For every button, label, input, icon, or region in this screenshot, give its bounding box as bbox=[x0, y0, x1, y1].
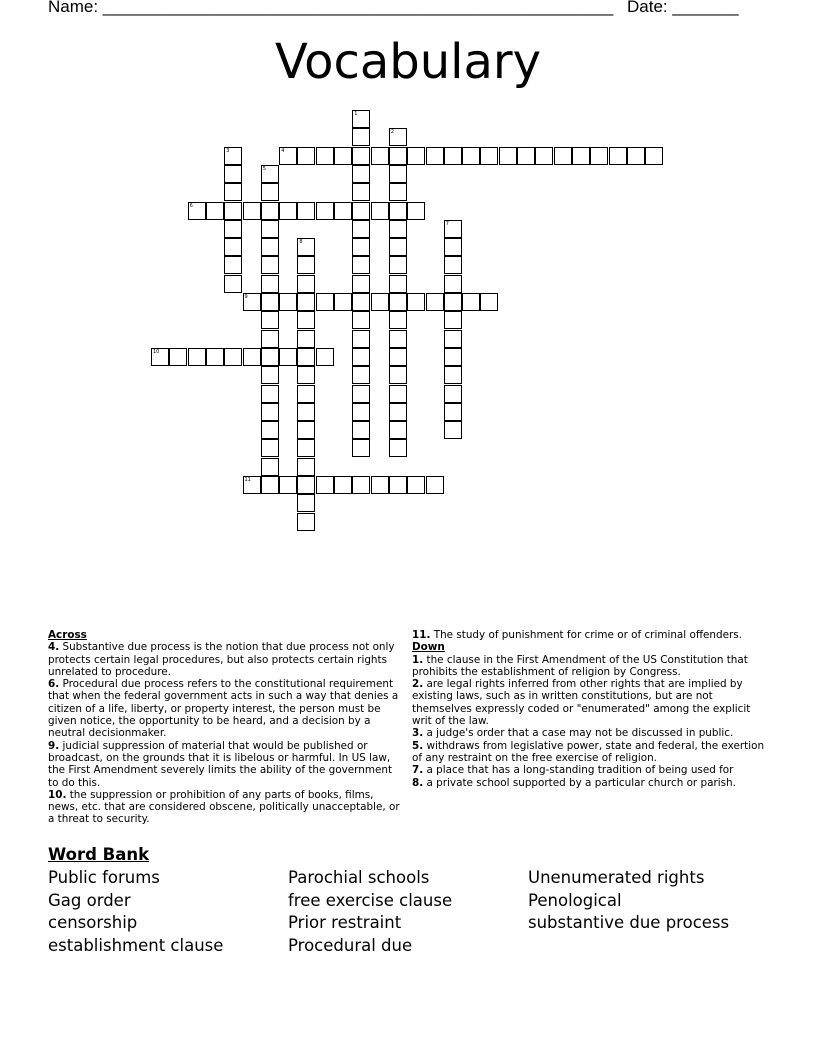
crossword-cell[interactable] bbox=[407, 476, 425, 494]
crossword-cell[interactable] bbox=[389, 128, 407, 146]
crossword-cell[interactable] bbox=[261, 293, 279, 311]
crossword-cell[interactable] bbox=[352, 183, 370, 201]
crossword-cell[interactable] bbox=[261, 385, 279, 403]
crossword-cell[interactable] bbox=[261, 165, 279, 183]
cell-number: 2 bbox=[390, 129, 395, 136]
crossword-cell[interactable] bbox=[261, 366, 279, 384]
crossword-cell[interactable] bbox=[517, 147, 535, 165]
crossword-cell[interactable] bbox=[352, 128, 370, 146]
crossword-cell[interactable] bbox=[352, 330, 370, 348]
crossword-cell[interactable] bbox=[407, 202, 425, 220]
crossword-cell[interactable] bbox=[389, 439, 407, 457]
crossword-cell[interactable] bbox=[297, 458, 315, 476]
crossword-cell[interactable] bbox=[316, 202, 334, 220]
cell-number: 9 bbox=[244, 294, 248, 300]
crossword-cell[interactable] bbox=[389, 421, 407, 439]
crossword-cell[interactable] bbox=[261, 183, 279, 201]
crossword-cell[interactable] bbox=[224, 147, 242, 165]
crossword-cell[interactable] bbox=[352, 256, 370, 274]
clue-text: a private school supported by a particular church or parish. bbox=[426, 776, 736, 789]
clue-number: 11. bbox=[412, 629, 431, 641]
cell-number: 3 bbox=[226, 147, 230, 154]
crossword-cell[interactable] bbox=[279, 202, 297, 220]
clue-across-4 bbox=[48, 641, 400, 678]
clue-number: 1. bbox=[412, 653, 424, 666]
crossword-cell[interactable] bbox=[352, 165, 370, 183]
date-field-label: Date: _______ bbox=[627, 0, 739, 16]
crossword-cell[interactable] bbox=[389, 183, 407, 201]
crossword-cell[interactable] bbox=[297, 293, 315, 311]
crossword-cell[interactable] bbox=[444, 385, 462, 403]
clue-across-10 bbox=[48, 789, 400, 826]
crossword-cell[interactable] bbox=[352, 110, 370, 128]
clue-number: 6. bbox=[48, 678, 60, 691]
crossword-cell[interactable] bbox=[297, 311, 315, 329]
crossword-cell[interactable] bbox=[334, 202, 352, 220]
crossword-cell[interactable] bbox=[371, 476, 389, 494]
word-bank-item: establishment clause bbox=[48, 936, 224, 956]
crossword-cell[interactable] bbox=[444, 238, 462, 256]
crossword-cell[interactable] bbox=[444, 275, 462, 293]
crossword-cell[interactable] bbox=[224, 256, 242, 274]
down-heading: Down bbox=[412, 641, 445, 654]
word-bank-item: Prior restraint bbox=[288, 913, 402, 933]
crossword-cell[interactable] bbox=[352, 476, 370, 494]
crossword-cell[interactable] bbox=[389, 147, 407, 165]
word-bank-item: Procedural due bbox=[288, 936, 413, 956]
name-field-label: Name: ______________________________________________________ bbox=[48, 0, 614, 16]
crossword-cell[interactable] bbox=[297, 275, 315, 293]
crossword-cell[interactable] bbox=[352, 202, 370, 220]
crossword-cell[interactable] bbox=[627, 147, 645, 165]
crossword-cell[interactable] bbox=[151, 348, 169, 366]
crossword-cell[interactable] bbox=[407, 147, 425, 165]
word-bank-item: censorship bbox=[48, 913, 138, 933]
crossword-cell[interactable] bbox=[224, 275, 242, 293]
clue-text: withdraws from legislative power, state and federal, the exertion of any restraint on the free exercise of religion. bbox=[412, 739, 765, 764]
crossword-cell[interactable] bbox=[462, 293, 480, 311]
crossword-cell[interactable] bbox=[243, 476, 261, 494]
clue-number: 3. bbox=[412, 727, 424, 740]
word-bank-column-2 bbox=[288, 867, 452, 958]
clue-across-9 bbox=[48, 740, 400, 789]
crossword-cell[interactable] bbox=[316, 476, 334, 494]
crossword-cell[interactable] bbox=[389, 403, 407, 421]
crossword-cell[interactable] bbox=[426, 476, 444, 494]
crossword-cell[interactable] bbox=[426, 147, 444, 165]
crossword-cell[interactable] bbox=[444, 403, 462, 421]
cell-number: 6 bbox=[189, 202, 193, 209]
crossword-cell[interactable] bbox=[261, 348, 279, 366]
crossword-cell[interactable] bbox=[297, 256, 315, 274]
clue-number: 5. bbox=[412, 739, 424, 752]
crossword-cell[interactable] bbox=[554, 147, 572, 165]
crossword-cell[interactable] bbox=[316, 147, 334, 165]
clue-text: The study of punishment for crime or of criminal offenders. bbox=[433, 629, 742, 641]
crossword-cell[interactable] bbox=[261, 439, 279, 457]
crossword-cell[interactable] bbox=[444, 311, 462, 329]
crossword-cell[interactable] bbox=[535, 147, 553, 165]
crossword-cell[interactable] bbox=[499, 147, 517, 165]
crossword-cell[interactable] bbox=[389, 330, 407, 348]
crossword-cell[interactable] bbox=[261, 311, 279, 329]
word-bank-item: Public forums bbox=[48, 868, 160, 887]
crossword-cell[interactable] bbox=[206, 348, 224, 366]
clue-text: a place that has a long-standing tradition of being used for bbox=[426, 764, 734, 777]
crossword-cell[interactable] bbox=[389, 366, 407, 384]
word-bank-item: substantive due process bbox=[528, 913, 730, 933]
crossword-cell[interactable] bbox=[389, 293, 407, 311]
crossword-cell[interactable] bbox=[297, 348, 315, 366]
crossword-cell[interactable] bbox=[224, 238, 242, 256]
crossword-cell[interactable] bbox=[444, 256, 462, 274]
clues-right-column bbox=[412, 629, 768, 789]
word-bank-item: Parochial schools bbox=[288, 868, 430, 887]
crossword-cell[interactable] bbox=[334, 293, 352, 311]
cell-number: 5 bbox=[262, 165, 266, 172]
word-bank-column-3 bbox=[528, 867, 729, 935]
crossword-cell[interactable] bbox=[389, 348, 407, 366]
word-bank-column-1 bbox=[48, 867, 223, 958]
crossword-cell[interactable] bbox=[426, 293, 444, 311]
crossword-cell[interactable] bbox=[444, 330, 462, 348]
crossword-cell[interactable] bbox=[352, 293, 370, 311]
crossword-cell[interactable] bbox=[297, 147, 315, 165]
clue-number: 8. bbox=[412, 776, 424, 789]
crossword-cell[interactable] bbox=[224, 348, 242, 366]
crossword-cell[interactable] bbox=[444, 421, 462, 439]
crossword-cell[interactable] bbox=[297, 494, 315, 512]
crossword-cell[interactable] bbox=[352, 220, 370, 238]
crossword-cell[interactable] bbox=[243, 293, 261, 311]
crossword-cell[interactable] bbox=[480, 293, 498, 311]
clue-down-2 bbox=[412, 678, 768, 727]
crossword-cell[interactable] bbox=[352, 385, 370, 403]
page-title: Vocabulary bbox=[274, 34, 542, 90]
crossword-cell[interactable] bbox=[480, 147, 498, 165]
word-bank-item: Gag order bbox=[48, 890, 131, 910]
crossword-cell[interactable] bbox=[609, 147, 627, 165]
crossword-cell[interactable] bbox=[279, 348, 297, 366]
clue-text: Substantive due process is the notion that due process not only protects certain legal procedures, but also protects certain rights unrelated to procedure. bbox=[48, 641, 395, 678]
crossword-cell[interactable] bbox=[261, 421, 279, 439]
crossword-cell[interactable] bbox=[462, 147, 480, 165]
word-bank-item: Penological bbox=[528, 890, 622, 910]
crossword-cell[interactable] bbox=[334, 476, 352, 494]
cell-number: 10 bbox=[153, 348, 160, 355]
clues-left-column bbox=[48, 629, 400, 826]
clue-across-11 bbox=[412, 629, 768, 641]
crossword-cell[interactable] bbox=[261, 458, 279, 476]
crossword-cell[interactable] bbox=[297, 202, 315, 220]
crossword-cell[interactable] bbox=[590, 147, 608, 165]
clue-text: the suppression or prohibition of any parts of books, films, news, etc. that are considered obscene, politically unacceptable, or a threat to security. bbox=[48, 788, 400, 826]
crossword-cell[interactable] bbox=[389, 385, 407, 403]
crossword-cell[interactable] bbox=[261, 238, 279, 256]
crossword-cell[interactable] bbox=[352, 311, 370, 329]
crossword-cell[interactable] bbox=[261, 403, 279, 421]
crossword-cell[interactable] bbox=[444, 348, 462, 366]
clue-down-7 bbox=[412, 764, 768, 776]
crossword-cell[interactable] bbox=[645, 147, 663, 165]
crossword-cell[interactable] bbox=[352, 147, 370, 165]
crossword-cell[interactable] bbox=[224, 183, 242, 201]
crossword-cell[interactable] bbox=[243, 348, 261, 366]
clue-text: a judge's order that a case may not be discussed in public. bbox=[426, 727, 734, 740]
crossword-cell[interactable] bbox=[352, 275, 370, 293]
crossword-cell[interactable] bbox=[389, 220, 407, 238]
word-bank-item: free exercise clause bbox=[288, 890, 453, 910]
crossword-cell[interactable] bbox=[444, 147, 462, 165]
cell-number: 1 bbox=[354, 111, 358, 117]
crossword-cell[interactable] bbox=[297, 330, 315, 348]
crossword-cell[interactable] bbox=[297, 238, 315, 256]
crossword-cell[interactable] bbox=[352, 366, 370, 384]
clue-number: 10. bbox=[48, 788, 67, 801]
crossword-cell[interactable] bbox=[279, 293, 297, 311]
clue-text: Procedural due process refers to the constitutional requirement that when the federal government acts in such a way that denies a citizen of a life, liberty, or property interest, the person must be given notice, the opportunity to be heard, and a decision by a neutral decisionmaker. bbox=[48, 678, 399, 740]
clue-down-8 bbox=[412, 777, 768, 789]
crossword-cell[interactable] bbox=[261, 330, 279, 348]
crossword-cell[interactable] bbox=[572, 147, 590, 165]
crossword-cell[interactable] bbox=[261, 220, 279, 238]
crossword-cell[interactable] bbox=[316, 293, 334, 311]
crossword-cell[interactable] bbox=[243, 202, 261, 220]
crossword-cell[interactable] bbox=[371, 147, 389, 165]
crossword-cell[interactable] bbox=[389, 311, 407, 329]
crossword-cell[interactable] bbox=[297, 421, 315, 439]
clue-number: 4. bbox=[48, 641, 60, 654]
crossword-cell[interactable] bbox=[389, 202, 407, 220]
crossword-cell[interactable] bbox=[334, 147, 352, 165]
crossword-cell[interactable] bbox=[389, 275, 407, 293]
crossword-cell[interactable] bbox=[352, 238, 370, 256]
crossword-cell[interactable] bbox=[279, 147, 297, 165]
crossword-cell[interactable] bbox=[188, 348, 206, 366]
crossword-cell[interactable] bbox=[352, 403, 370, 421]
crossword-cell[interactable] bbox=[297, 513, 315, 531]
crossword-cell[interactable] bbox=[444, 293, 462, 311]
crossword-cell[interactable] bbox=[352, 421, 370, 439]
clue-number: 9. bbox=[48, 739, 60, 752]
clue-text: the clause in the First Amendment of the US Constitution that prohibits the establishment of religion by Congress. bbox=[412, 653, 748, 678]
crossword-cell[interactable] bbox=[224, 220, 242, 238]
crossword-cell[interactable] bbox=[261, 476, 279, 494]
crossword-cell[interactable] bbox=[352, 348, 370, 366]
clue-number: 2. bbox=[412, 678, 424, 691]
clue-down-3 bbox=[412, 727, 768, 739]
crossword-cell[interactable] bbox=[352, 439, 370, 457]
cell-number: 7 bbox=[445, 220, 449, 227]
crossword-cell[interactable] bbox=[279, 476, 297, 494]
crossword-cell[interactable] bbox=[169, 348, 187, 366]
clue-text: are legal rights inferred from other rights that are implied by existing laws, such as in written constitutions, but are not themselves expressly coded or "enumerated" among the explicit writ of the law. bbox=[412, 678, 751, 728]
crossword-cell[interactable] bbox=[389, 476, 407, 494]
crossword-cell[interactable] bbox=[297, 385, 315, 403]
crossword-cell[interactable] bbox=[261, 275, 279, 293]
across-heading: Across bbox=[48, 629, 87, 641]
crossword-cell[interactable] bbox=[224, 202, 242, 220]
crossword-cell[interactable] bbox=[206, 202, 224, 220]
cell-number: 4 bbox=[281, 147, 285, 154]
crossword-cell[interactable] bbox=[224, 165, 242, 183]
crossword-cell[interactable] bbox=[389, 238, 407, 256]
crossword-cell[interactable] bbox=[389, 165, 407, 183]
clue-across-6 bbox=[48, 678, 400, 739]
crossword-cell[interactable] bbox=[371, 293, 389, 311]
crossword-cell[interactable] bbox=[444, 220, 462, 238]
crossword-cell[interactable] bbox=[297, 366, 315, 384]
crossword-cell[interactable] bbox=[297, 403, 315, 421]
crossword-cell[interactable] bbox=[261, 256, 279, 274]
clue-number: 7. bbox=[412, 764, 424, 777]
word-bank-title: Word Bank bbox=[48, 845, 150, 864]
crossword-cell[interactable] bbox=[407, 293, 425, 311]
crossword-cell[interactable] bbox=[316, 348, 334, 366]
clue-down-1 bbox=[412, 654, 768, 679]
clue-down-5 bbox=[412, 740, 768, 765]
word-bank-item: Unenumerated rights bbox=[528, 868, 705, 887]
crossword-cell[interactable] bbox=[188, 202, 206, 220]
clue-text: judicial suppression of material that would be published or broadcast, on the grounds that it is libelous or harmful. In US law, the First Amendment severely limits the ability of the government to do this. bbox=[48, 739, 393, 789]
crossword-cell[interactable] bbox=[389, 256, 407, 274]
cell-number: 8 bbox=[299, 239, 303, 246]
crossword-cell[interactable] bbox=[297, 476, 315, 494]
crossword-cell[interactable] bbox=[371, 202, 389, 220]
crossword-cell[interactable] bbox=[444, 366, 462, 384]
cell-number: 11 bbox=[244, 477, 251, 483]
crossword-cell[interactable] bbox=[261, 202, 279, 220]
crossword-cell[interactable] bbox=[297, 439, 315, 457]
